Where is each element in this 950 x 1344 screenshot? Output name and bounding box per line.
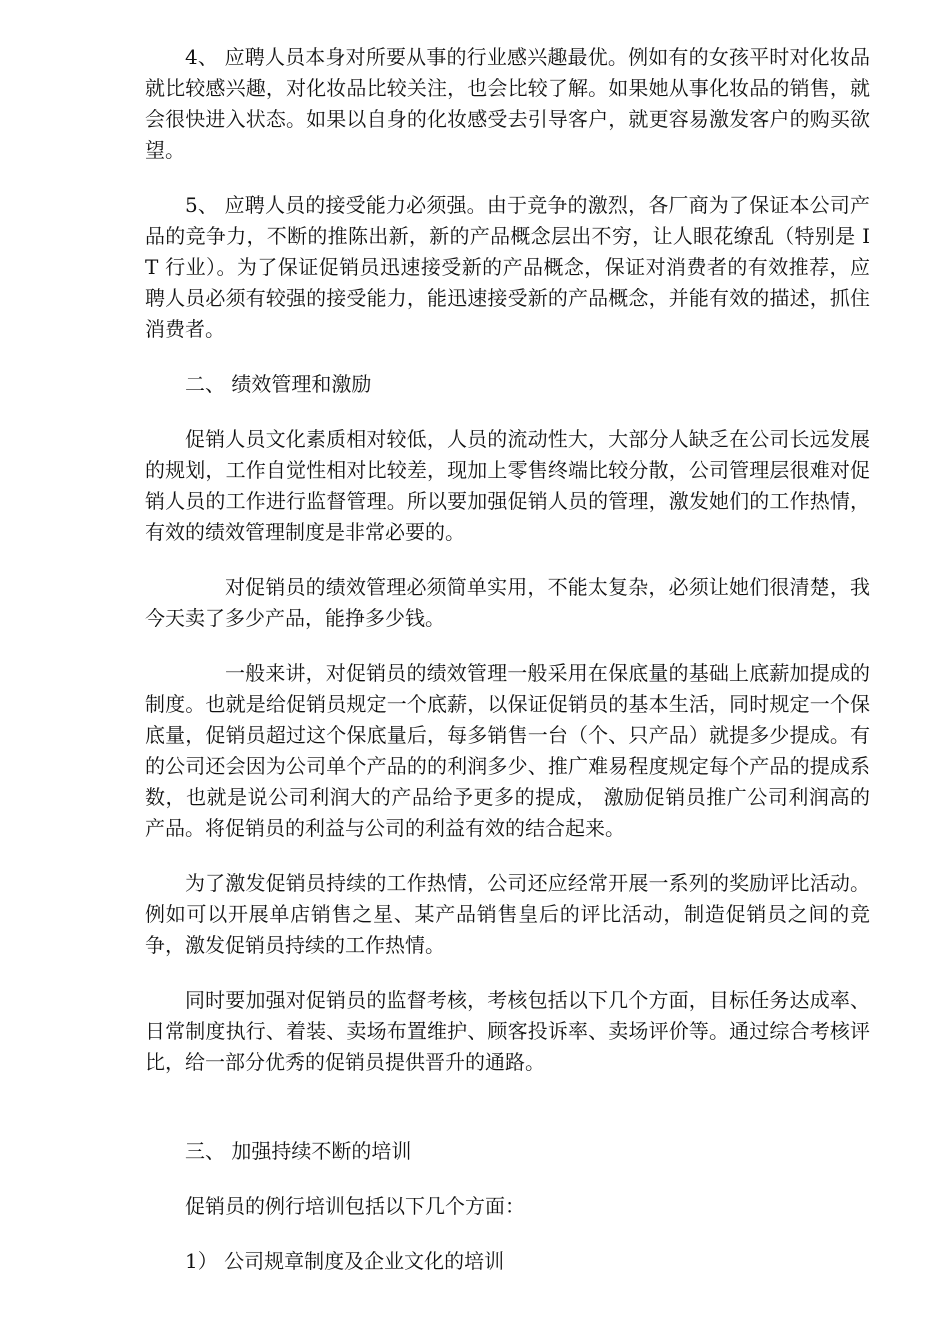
paragraph-training-intro: 促销员的例行培训包括以下几个方面： — [185, 1194, 525, 1218]
paragraph-performance-intro: 促销人员文化素质相对较低，人员的流动性大，大部分人缺乏在公司长远发展的规划，工作自觉性相对比较差，现加上零售终端比较分散，公司管理层很难对促销人员的工作进行监督管理。所以要加强促销人员的管理，激发她们的工作热情，有效的绩效管理制度是非常必要的。 — [145, 427, 870, 544]
document-body — [145, 42, 870, 1301]
paragraph-performance-commission: 一般来讲，对促销员的绩效管理一般采用在保底量的基础上底薪加提成的制度。也就是给促销员规定一个底薪，以保证促销员的基本生活，同时规定一个保底量，促销员超过这个保底量后，每多销售一台（个、只产品）就提多少提成。有的公司还会因为公司单个产品的的利润多少、推广难易程度规定每个产品的提成系数，也就是说公司利润大的产品给予更多的提成， 激励促销员推广公司利润高的产品。将促销员的利益与公司的利益有效的结合起来。 — [145, 661, 870, 840]
paragraph-item-4: 4、 应聘人员本身对所要从事的行业感兴趣最优。例如有的女孩平时对化妆品就比较感兴趣，对化妆品比较关注，也会比较了解。如果她从事化妆品的销售，就会很快进入状态。如果以自身的化妆感受去引导客户，就更容易激发客户的购买欲望。 — [145, 45, 870, 162]
section-heading-3: 三、 加强持续不断的培训 — [185, 1139, 412, 1163]
section-heading-2: 二、 绩效管理和激励 — [185, 372, 372, 396]
paragraph-item-5: 5、 应聘人员的接受能力必须强。由于竞争的激烈，各厂商为了保证本公司产品的竞争力，不断的推陈出新，新的产品概念层出不穷，让人眼花缭乱（特别是 IT 行业）。为了保证促销员迅速接受新的产品概念，保证对消费者的有效推荐，应聘人员必须有较强的接受能力，能迅速接受新的产品概念，并能有效的描述，抓住消费者。 — [145, 193, 870, 341]
training-list-item-1: 1） 公司规章制度及企业文化的培训 — [185, 1249, 505, 1273]
paragraph-performance-simple: 对促销员的绩效管理必须简单实用，不能太复杂，必须让她们很清楚，我今天卖了多少产品，能挣多少钱。 — [145, 575, 870, 630]
paragraph-supervision-assessment: 同时要加强对促销员的监督考核，考核包括以下几个方面，目标任务达成率、日常制度执行、着装、卖场布置维护、顾客投诉率、卖场评价等。通过综合考核评比，给一部分优秀的促销员提供晋升的通路。 — [145, 988, 870, 1074]
paragraph-incentive-activities: 为了激发促销员持续的工作热情，公司还应经常开展一系列的奖励评比活动。例如可以开展单店销售之星、某产品销售皇后的评比活动，制造促销员之间的竞争，激发促销员持续的工作热情。 — [145, 871, 870, 957]
